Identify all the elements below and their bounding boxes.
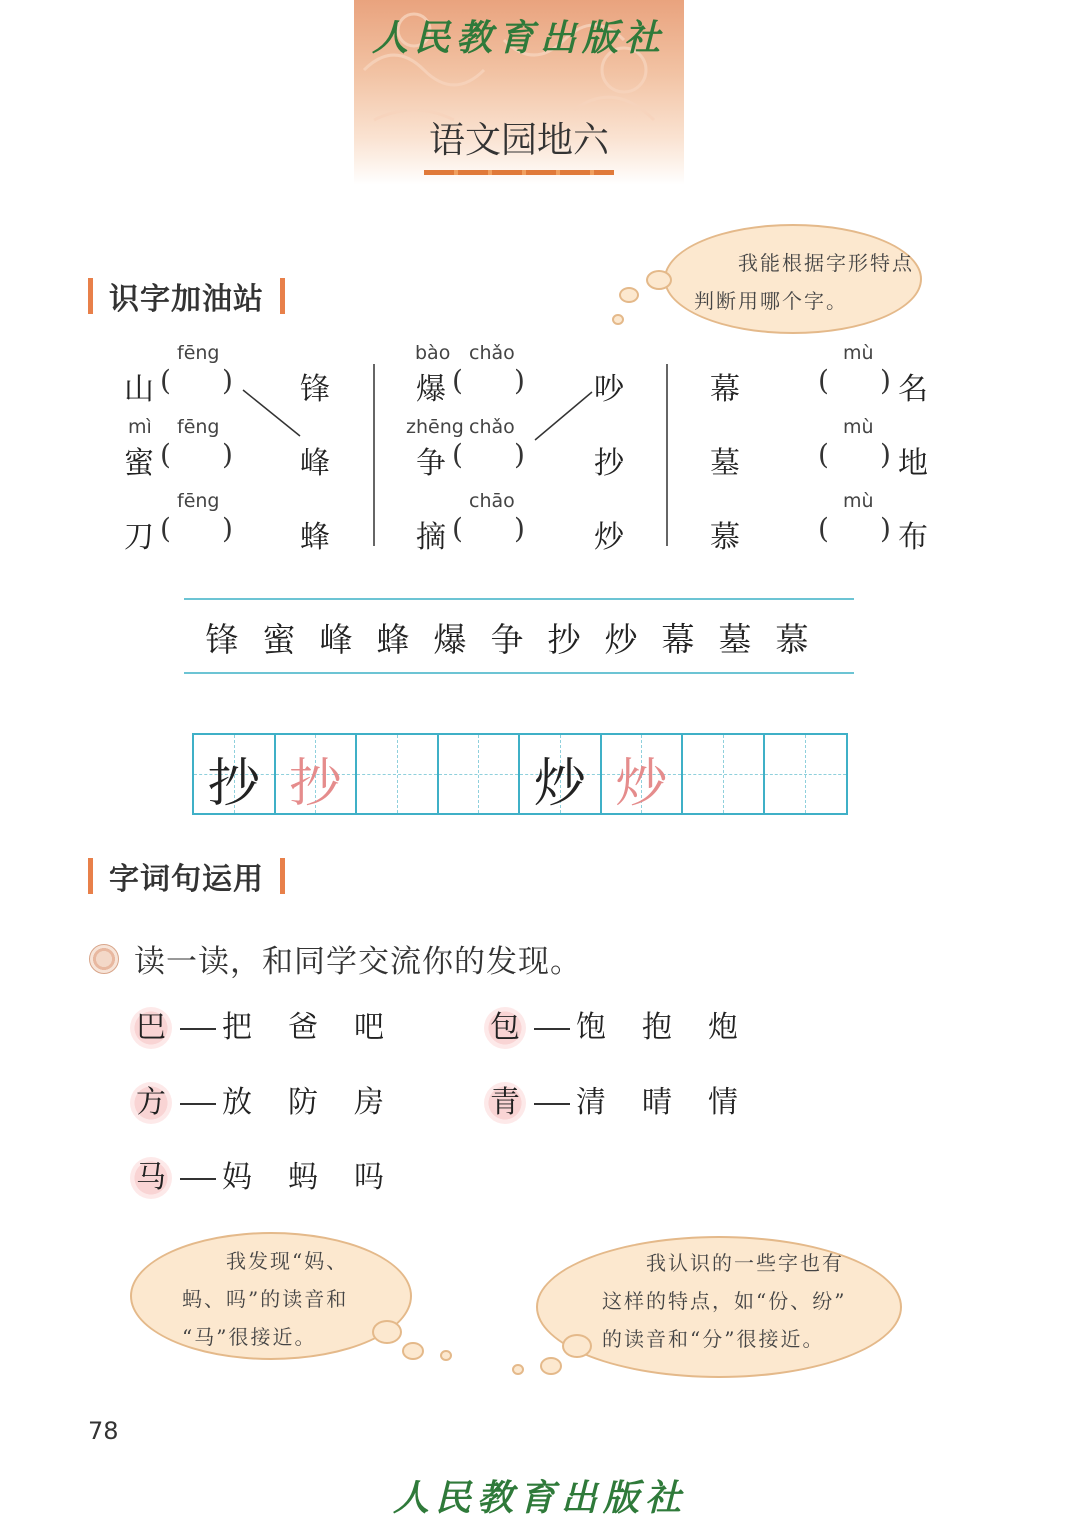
section-title: 识字加油站 bbox=[109, 282, 264, 317]
paren-close: ) bbox=[222, 364, 233, 397]
family-word: 晴 bbox=[642, 1085, 672, 1120]
page-title: 语文园地六 bbox=[428, 120, 609, 161]
section-bar bbox=[88, 858, 93, 894]
word-family bbox=[484, 1077, 774, 1124]
model-char: 抄 bbox=[207, 754, 260, 814]
root-char: 方 bbox=[130, 1082, 172, 1124]
grid-cell[interactable] bbox=[683, 735, 765, 813]
char-left: 争 bbox=[416, 446, 446, 481]
char-left: 摘 bbox=[416, 520, 446, 555]
paren-open: ( bbox=[160, 364, 171, 397]
paren-open: ( bbox=[160, 512, 171, 545]
dash bbox=[180, 1103, 216, 1105]
section-header-usage bbox=[88, 856, 285, 896]
strip-top-line bbox=[184, 598, 854, 600]
family-word: 情 bbox=[708, 1085, 738, 1120]
char-right: 吵 bbox=[594, 372, 624, 407]
model-char: 炒 bbox=[533, 754, 586, 814]
bubble-dot bbox=[512, 1364, 524, 1375]
bubble-dot bbox=[402, 1342, 424, 1360]
grid-cell[interactable] bbox=[276, 735, 358, 813]
family-word: 蚂 bbox=[288, 1160, 318, 1195]
char-left: 慕 bbox=[710, 520, 740, 555]
match-line bbox=[243, 390, 300, 436]
char-left: 幕 bbox=[710, 372, 740, 407]
word-family bbox=[130, 1077, 420, 1124]
bubble-line: 蚂、吗”的读音和 bbox=[182, 1287, 349, 1311]
pinyin: zhēng bbox=[406, 416, 464, 438]
pinyin: bào bbox=[415, 342, 451, 364]
bubble-line: 这样的特点，如“份、纷” bbox=[602, 1289, 847, 1313]
trace-char: 炒 bbox=[615, 754, 668, 814]
paren-open: ( bbox=[452, 364, 463, 397]
family-word: 把 bbox=[222, 1010, 252, 1045]
family-word: 饱 bbox=[576, 1010, 606, 1045]
grid-cell[interactable] bbox=[194, 735, 276, 813]
paren-open: ( bbox=[818, 438, 829, 471]
word-char: 地 bbox=[898, 446, 928, 481]
bubble-dot bbox=[562, 1334, 592, 1358]
bubble-line: 判断用哪个字。 bbox=[694, 289, 848, 313]
bubble-line: 我发现“妈、 bbox=[226, 1249, 349, 1273]
family-word: 防 bbox=[288, 1085, 318, 1120]
paren-open: ( bbox=[160, 438, 171, 471]
strip-bottom-line bbox=[184, 672, 854, 674]
dash bbox=[534, 1103, 570, 1105]
dash bbox=[180, 1178, 216, 1180]
char-left: 刀 bbox=[124, 520, 154, 555]
paren-open: ( bbox=[452, 512, 463, 545]
trace-char: 抄 bbox=[289, 754, 342, 814]
paren-open: ( bbox=[818, 512, 829, 545]
word-family bbox=[484, 1002, 774, 1049]
char-left: 蜜 bbox=[124, 446, 154, 481]
column-divider bbox=[666, 364, 668, 546]
section-title: 字词句运用 bbox=[109, 862, 264, 897]
char-right: 峰 bbox=[300, 446, 330, 481]
family-word: 清 bbox=[576, 1085, 606, 1120]
family-word: 妈 bbox=[222, 1160, 252, 1195]
match-line bbox=[535, 392, 592, 440]
page-number: 78 bbox=[88, 1417, 119, 1445]
paren-open: ( bbox=[818, 364, 829, 397]
writing-grid bbox=[192, 733, 848, 815]
bullet-icon bbox=[89, 944, 119, 974]
char-left: 山 bbox=[124, 372, 154, 407]
root-char: 包 bbox=[484, 1007, 526, 1049]
pinyin: mù bbox=[843, 342, 874, 364]
grid-cell[interactable] bbox=[439, 735, 521, 813]
char-right: 抄 bbox=[594, 446, 624, 481]
root-char: 巴 bbox=[130, 1007, 172, 1049]
paren-close: ) bbox=[222, 438, 233, 471]
word-char: 布 bbox=[898, 520, 928, 555]
pinyin: mù bbox=[843, 416, 874, 438]
pinyin: fēng bbox=[177, 342, 220, 364]
paren-close: ) bbox=[880, 438, 891, 471]
exercise-instruction: 读一读，和同学交流你的发现。 bbox=[134, 944, 582, 980]
paren-close: ) bbox=[514, 364, 525, 397]
bubble-dot bbox=[372, 1320, 402, 1344]
bubble-line: 我能根据字形特点 bbox=[738, 251, 914, 275]
pinyin: chāo bbox=[469, 490, 515, 512]
char-right: 锋 bbox=[300, 372, 330, 407]
dash bbox=[534, 1028, 570, 1030]
word-family bbox=[130, 1002, 420, 1049]
family-word: 爸 bbox=[288, 1010, 318, 1045]
paren-close: ) bbox=[514, 438, 525, 471]
bubble-line: 我认识的一些字也有 bbox=[646, 1251, 844, 1275]
grid-cell[interactable] bbox=[602, 735, 684, 813]
bubble-line: 的读音和“分”很接近。 bbox=[602, 1327, 825, 1351]
root-char: 青 bbox=[484, 1082, 526, 1124]
family-word: 放 bbox=[222, 1085, 252, 1120]
pinyin: mì bbox=[128, 416, 152, 438]
bubble-dot bbox=[440, 1350, 452, 1361]
matching-lines bbox=[0, 0, 1080, 600]
char-left: 爆 bbox=[416, 372, 446, 407]
word-char: 名 bbox=[898, 372, 928, 407]
bubble-dot bbox=[540, 1357, 562, 1375]
pinyin: mù bbox=[843, 490, 874, 512]
publisher-logo: 人民教育出版社 bbox=[392, 1477, 687, 1519]
paren-close: ) bbox=[880, 364, 891, 397]
dash bbox=[180, 1028, 216, 1030]
family-word: 房 bbox=[354, 1085, 384, 1120]
pinyin: chǎo bbox=[469, 342, 515, 364]
word-family bbox=[130, 1152, 420, 1199]
char-strip: 锋蜜峰蜂爆争抄炒幕墓慕 bbox=[205, 620, 833, 659]
grid-cell[interactable] bbox=[520, 735, 602, 813]
root-char: 马 bbox=[130, 1157, 172, 1199]
grid-cell[interactable] bbox=[357, 735, 439, 813]
char-right: 蜂 bbox=[300, 520, 330, 555]
paren-close: ) bbox=[514, 512, 525, 545]
thought-bubble-right bbox=[536, 1236, 902, 1378]
section-bar bbox=[280, 858, 285, 894]
pinyin: fēng bbox=[177, 490, 220, 512]
family-word: 吗 bbox=[354, 1160, 384, 1195]
char-right: 炒 bbox=[594, 520, 624, 555]
publisher-logo: 人民教育出版社 bbox=[371, 17, 666, 59]
thought-bubble-left bbox=[130, 1232, 412, 1360]
family-word: 抱 bbox=[642, 1010, 672, 1045]
pinyin: fēng bbox=[177, 416, 220, 438]
char-left: 墓 bbox=[710, 446, 740, 481]
pinyin: chǎo bbox=[469, 416, 515, 438]
grid-cell[interactable] bbox=[765, 735, 847, 813]
paren-close: ) bbox=[880, 512, 891, 545]
paren-close: ) bbox=[222, 512, 233, 545]
paren-open: ( bbox=[452, 438, 463, 471]
bubble-line: “马”很接近。 bbox=[182, 1325, 317, 1349]
family-word: 吧 bbox=[354, 1010, 384, 1045]
family-word: 炮 bbox=[708, 1010, 738, 1045]
